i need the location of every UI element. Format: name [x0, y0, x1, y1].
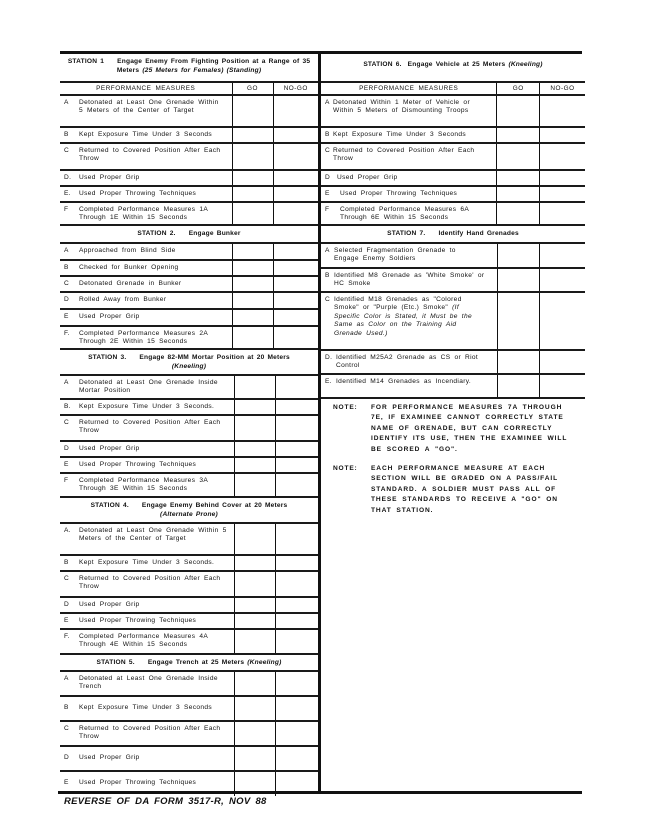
no-go-mark-cell[interactable] [275, 399, 318, 415]
go-header: GO [497, 82, 539, 95]
no-go-mark-cell[interactable] [273, 95, 318, 127]
measure-row [60, 309, 318, 326]
measure-letter: E [64, 617, 69, 624]
measure-text: Used Proper Throwing Techniques [79, 779, 197, 786]
measure-letter: D [64, 601, 70, 608]
measure-cell [321, 143, 497, 170]
go-mark-cell[interactable] [232, 202, 273, 225]
go-mark-cell[interactable] [497, 95, 539, 127]
no-go-mark-cell[interactable] [275, 415, 318, 441]
measure-row [60, 95, 318, 127]
measure-text: Used Proper Throwing Techniques [79, 617, 197, 624]
measure-letter: F [64, 206, 69, 213]
no-go-mark-cell[interactable] [275, 457, 318, 473]
station-header-cell [60, 54, 318, 82]
measure-letter: B [64, 559, 69, 566]
measure-text: Kept Exposure Time Under 3 Seconds [79, 704, 213, 711]
no-go-mark-cell[interactable] [275, 597, 318, 613]
measure-text: Completed Performance Measures 3A Through 3E Within 15 Seconds [79, 477, 208, 493]
go-mark-cell[interactable] [232, 127, 273, 143]
measure-cell [321, 243, 497, 268]
go-mark-cell[interactable] [232, 309, 273, 326]
measure-cell [321, 268, 497, 292]
no-go-mark-cell[interactable] [275, 746, 318, 771]
measure-row [60, 276, 318, 292]
note-1 [333, 403, 573, 455]
no-go-mark-cell[interactable] [273, 326, 318, 349]
go-mark-cell[interactable] [497, 243, 539, 268]
measure-row [60, 555, 318, 571]
station-title: Engage Vehicle at 25 Meters [407, 61, 506, 68]
station-qualifier: (Alternate Prone) [160, 511, 218, 518]
measure-text: Completed Performance Measures 2A Through 2E Within 15 Seconds [79, 330, 208, 346]
measure-text: Kept Exposure Time Under 3 Seconds [79, 131, 213, 138]
measure-letter: D [64, 754, 70, 761]
no-go-mark-cell[interactable] [275, 671, 318, 696]
measure-letter: D. [64, 174, 72, 181]
station-header-cell [60, 350, 318, 375]
measure-letter: B [325, 131, 330, 138]
measure-row [321, 143, 585, 170]
no-go-mark-cell[interactable] [273, 127, 318, 143]
measure-row [321, 186, 585, 202]
go-mark-cell[interactable] [234, 375, 275, 399]
station-label: STATION 3. [88, 354, 127, 361]
measure-text: Kept Exposure Time Under 3 Seconds. [79, 559, 215, 566]
station-2-table [60, 226, 318, 350]
performance-measures-header: PERFORMANCE MEASURES [60, 82, 232, 95]
note-text: EACH PERFORMANCE MEASURE AT EACH SECTION WILL BE GRADED ON A PASS/FAIL STANDARD. A SOLDIER MUST PASS ALL OF THESE STANDARDS TO RECEIVE A "GO" ON THAT STATION. [371, 465, 558, 514]
measure-letter: E [64, 461, 69, 468]
no-go-mark-cell[interactable] [539, 143, 585, 170]
measure-cell [321, 186, 497, 202]
no-go-mark-cell[interactable] [539, 292, 585, 350]
right-column [318, 54, 585, 791]
go-mark-cell[interactable] [234, 746, 275, 771]
measure-text: Used Proper Throwing Techniques [340, 190, 458, 197]
measure-cell [60, 746, 234, 771]
station-3-header [60, 350, 318, 375]
measure-row [60, 143, 318, 170]
measure-text: Returned to Covered Position After Each Throw [79, 147, 221, 163]
go-mark-cell[interactable] [234, 523, 275, 555]
notes-section [333, 403, 573, 525]
go-mark-cell[interactable] [232, 143, 273, 170]
measure-text: Used Proper Grip [337, 174, 398, 181]
measure-text: Completed Performance Measures 4A Through 4E Within 15 Seconds [79, 633, 208, 649]
measure-letter: A [64, 675, 69, 682]
no-go-mark-cell[interactable] [275, 441, 318, 457]
measure-row [321, 268, 585, 292]
station-label: STATION 5. [96, 659, 135, 666]
measure-cell [321, 202, 497, 225]
no-go-mark-cell[interactable] [275, 571, 318, 597]
measure-text: Used Proper Grip [79, 601, 140, 608]
measure-cell [60, 555, 234, 571]
measure-row [60, 457, 318, 473]
measure-letter: A [325, 247, 330, 254]
station-5-header [60, 655, 318, 671]
measure-cell [60, 441, 234, 457]
go-mark-cell[interactable] [232, 276, 273, 292]
measure-row [60, 629, 318, 654]
measure-text: Identified M8 Grenade as 'White Smoke' or HC Smoke [334, 272, 485, 288]
station-6-table [321, 54, 585, 226]
measure-row [60, 127, 318, 143]
measure-row [60, 375, 318, 399]
go-mark-cell[interactable] [234, 571, 275, 597]
measure-text: Identified M25A2 Grenade as CS or Riot Control [336, 354, 479, 370]
measure-row [321, 292, 585, 350]
station-title: Engage Bunker [188, 230, 241, 237]
measure-row [60, 597, 318, 613]
measure-text: Selected Fragmentation Grenade to Engage Enemy Soldiers [334, 247, 456, 263]
measure-cell [60, 260, 232, 276]
go-mark-cell[interactable] [232, 326, 273, 349]
measure-letter: E [325, 190, 330, 197]
measure-row [321, 95, 585, 127]
form-footer: REVERSE OF DA FORM 3517-R, NOV 88 [64, 796, 267, 807]
measure-row [60, 613, 318, 629]
no-go-header: NO-GO [539, 82, 585, 95]
measure-row [60, 721, 318, 746]
measure-letter: F [64, 477, 69, 484]
measure-text: Used Proper Grip [79, 174, 140, 181]
station-4-header [60, 498, 318, 523]
go-mark-cell[interactable] [234, 441, 275, 457]
measure-letter: E [64, 779, 69, 786]
measure-row [60, 746, 318, 771]
station-header-cell [60, 498, 318, 523]
measure-row [60, 671, 318, 696]
measure-cell [60, 186, 232, 202]
measure-cell [60, 629, 234, 654]
no-go-header: NO-GO [273, 82, 318, 95]
measure-text: Used Proper Grip [79, 313, 140, 320]
station-header-cell [60, 655, 318, 671]
no-go-mark-cell[interactable] [275, 696, 318, 721]
station-4-table [60, 498, 318, 655]
go-mark-cell[interactable] [234, 555, 275, 571]
station-qualifier: (Kneeling) [171, 363, 207, 370]
measure-letter: B. [64, 403, 71, 410]
measure-letter: C [64, 280, 70, 287]
measure-cell [60, 202, 232, 225]
measure-row [60, 399, 318, 415]
measure-letter: D. [325, 354, 333, 361]
measure-letter: F [325, 206, 330, 213]
measure-text: Used Proper Throwing Techniques [79, 190, 197, 197]
measure-row [60, 696, 318, 721]
measure-row [60, 260, 318, 276]
measure-letter: B [325, 272, 330, 279]
measure-text: Returned to Covered Position After Each Throw [79, 575, 221, 591]
measure-letter: A [64, 379, 69, 386]
measure-letter: D [325, 174, 331, 181]
no-go-mark-cell[interactable] [273, 170, 318, 186]
measure-row [60, 523, 318, 555]
measure-letter: B [64, 704, 69, 711]
go-mark-cell[interactable] [497, 170, 539, 186]
no-go-mark-cell[interactable] [275, 473, 318, 497]
no-go-mark-cell[interactable] [275, 613, 318, 629]
measure-cell [60, 671, 234, 696]
go-mark-cell[interactable] [497, 292, 539, 350]
measure-row [60, 243, 318, 260]
measure-text: Detonated at Least One Grenade Inside Trench [79, 675, 218, 691]
measure-cell [60, 143, 232, 170]
measure-row [60, 473, 318, 497]
station-2-header [60, 226, 318, 243]
station-title: Engage Enemy Behind Cover at 20 Meters [141, 502, 288, 509]
station-3-table [60, 350, 318, 498]
go-mark-cell[interactable] [234, 399, 275, 415]
measure-text: Rolled Away from Bunker [79, 296, 167, 303]
measure-text: Detonated at Least One Grenade Within 5 Meters of the Center of Target [79, 527, 227, 543]
measure-row [60, 441, 318, 457]
performance-measures-header: PERFORMANCE MEASURES [321, 82, 497, 95]
measure-letter: D [64, 445, 70, 452]
measure-cell [321, 350, 497, 374]
measure-text: Checked for Bunker Opening [79, 264, 179, 271]
measure-cell [60, 597, 234, 613]
no-go-mark-cell[interactable] [275, 629, 318, 654]
no-go-mark-cell[interactable] [275, 555, 318, 571]
note-2 [333, 464, 573, 516]
measure-row [60, 202, 318, 225]
measure-row [321, 374, 585, 398]
measure-letter: A. [64, 527, 71, 534]
measure-letter: A [64, 99, 69, 106]
measure-letter: B [64, 264, 69, 271]
measure-cell [60, 292, 232, 309]
go-mark-cell[interactable] [497, 202, 539, 225]
station-title: Engage Trench at 25 Meters [147, 659, 245, 666]
no-go-mark-cell[interactable] [273, 243, 318, 260]
measure-row [321, 243, 585, 268]
station-1-header [60, 54, 318, 82]
measure-cell [60, 375, 234, 399]
measure-text [334, 296, 485, 338]
measure-text: Detonated Grenade in Bunker [79, 280, 182, 287]
measure-text: Completed Performance Measures 1A Through 1E Within 15 Seconds [79, 206, 208, 222]
no-go-mark-cell[interactable] [275, 523, 318, 555]
measure-cell [60, 523, 234, 555]
go-mark-cell[interactable] [234, 473, 275, 497]
measure-text-italic-note: (If Specific Color is Stated, it Must be the Same as Color on the Training Aid Grenade Used.) [334, 304, 473, 337]
measure-cell [60, 170, 232, 186]
measure-text: Detonated at Least One Grenade Inside Mortar Position [79, 379, 218, 395]
station-5-table [60, 655, 318, 796]
no-go-mark-cell[interactable] [539, 95, 585, 127]
measure-letter: F. [64, 330, 70, 337]
measure-cell [60, 571, 234, 597]
go-mark-cell[interactable] [234, 671, 275, 696]
measure-cell [321, 292, 497, 350]
station-title: Identify Hand Grenades [438, 230, 519, 237]
station-qualifier: (Kneeling) [247, 659, 282, 666]
go-mark-cell[interactable] [497, 268, 539, 292]
measure-cell [60, 95, 232, 127]
measure-row [60, 186, 318, 202]
go-mark-cell[interactable] [232, 243, 273, 260]
measure-letter: D [64, 296, 70, 303]
measure-letter: C [325, 296, 331, 303]
measure-letter: E [64, 313, 69, 320]
station-label: STATION 2. [137, 230, 176, 237]
measure-text: Identified M14 Grenades as Incendiary. [336, 378, 472, 385]
station-header-cell [321, 226, 585, 243]
note-label: NOTE: [333, 465, 358, 473]
measure-letter: A [64, 247, 69, 254]
no-go-mark-cell[interactable] [539, 243, 585, 268]
measure-cell [321, 127, 497, 143]
no-go-mark-cell[interactable] [539, 127, 585, 143]
no-go-mark-cell[interactable] [539, 374, 585, 398]
station-qualifier: (Kneeling) [508, 61, 543, 68]
measure-row [60, 170, 318, 186]
measure-letter: C [64, 419, 70, 426]
go-mark-cell[interactable] [497, 350, 539, 374]
measure-letter: B [64, 131, 69, 138]
measure-row [321, 202, 585, 225]
no-go-mark-cell[interactable] [273, 292, 318, 309]
no-go-mark-cell[interactable] [275, 721, 318, 746]
measure-letter: A [325, 99, 330, 106]
go-mark-cell[interactable] [234, 629, 275, 654]
station-label: STATION 6. [363, 61, 402, 68]
go-mark-cell[interactable] [234, 721, 275, 746]
column-header-row [60, 82, 318, 95]
note-text: FOR PERFORMANCE MEASURES 7A THROUGH 7E, IF EXAMINEE CANNOT CORRECTLY STATE NAME OF GRENADE, BUT CAN CORRECTLY IDENTIFY ITS USE, THEN THE EXAMINEE WILL BE SCORED A "GO". [371, 404, 568, 453]
measure-letter: F. [64, 633, 70, 640]
measure-cell [321, 95, 497, 127]
no-go-mark-cell[interactable] [273, 309, 318, 326]
measure-letter: C [64, 725, 70, 732]
measure-text: Returned to Covered Position After Each Throw [79, 725, 221, 741]
measure-row [321, 350, 585, 374]
no-go-mark-cell[interactable] [273, 186, 318, 202]
note-label: NOTE: [333, 404, 358, 411]
go-mark-cell[interactable] [497, 186, 539, 202]
measure-letter: C [64, 575, 70, 582]
measure-cell [60, 276, 232, 292]
go-mark-cell[interactable] [234, 597, 275, 613]
measure-row [321, 127, 585, 143]
go-mark-cell[interactable] [232, 95, 273, 127]
go-mark-cell[interactable] [232, 170, 273, 186]
measure-cell [60, 721, 234, 746]
station-7-header [321, 226, 585, 243]
no-go-mark-cell[interactable] [273, 276, 318, 292]
go-mark-cell[interactable] [497, 127, 539, 143]
station-label: STATION 4. [90, 502, 129, 509]
measure-letter: E. [64, 190, 71, 197]
measure-text: Returned to Covered Position After Each Throw [79, 419, 221, 435]
go-mark-cell[interactable] [497, 374, 539, 398]
measure-letter: C [64, 147, 70, 154]
go-mark-cell[interactable] [234, 457, 275, 473]
go-mark-cell[interactable] [497, 143, 539, 170]
measure-cell [60, 415, 234, 441]
no-go-mark-cell[interactable] [273, 260, 318, 276]
go-mark-cell[interactable] [234, 415, 275, 441]
go-header: GO [232, 82, 273, 95]
no-go-mark-cell[interactable] [539, 202, 585, 225]
no-go-mark-cell[interactable] [539, 350, 585, 374]
measure-letter: E. [325, 378, 332, 385]
no-go-mark-cell[interactable] [539, 170, 585, 186]
measure-row [60, 571, 318, 597]
measure-text: Completed Performance Measures 6A Through 6E Within 15 Seconds [340, 206, 469, 222]
no-go-mark-cell[interactable] [539, 186, 585, 202]
no-go-mark-cell[interactable] [275, 375, 318, 399]
measure-text-main: Identified M18 Grenades as "Colored Smoke" or "Purple (Etc.) Smoke" [334, 296, 462, 312]
measure-cell [321, 374, 497, 398]
measure-cell [60, 127, 232, 143]
measure-cell [60, 696, 234, 721]
go-mark-cell[interactable] [234, 613, 275, 629]
go-mark-cell[interactable] [234, 696, 275, 721]
column-header-row [321, 82, 585, 95]
no-go-mark-cell[interactable] [273, 143, 318, 170]
no-go-mark-cell[interactable] [539, 268, 585, 292]
measure-text: Kept Exposure Time Under 3 Seconds. [79, 403, 215, 410]
measure-cell [60, 326, 232, 349]
measure-text: Approached from Blind Side [79, 247, 176, 254]
measure-cell [60, 613, 234, 629]
measure-cell [60, 243, 232, 260]
measure-cell [321, 170, 497, 186]
left-column [60, 54, 318, 796]
measure-cell [60, 473, 234, 497]
station-header-cell [60, 226, 318, 243]
station-header-cell [321, 54, 585, 82]
measure-text: Used Proper Grip [79, 445, 140, 452]
measure-text: Used Proper Grip [79, 754, 140, 761]
measure-cell [60, 399, 234, 415]
go-mark-cell[interactable] [232, 292, 273, 309]
measure-row [60, 326, 318, 349]
station-label: STATION 1 [67, 58, 105, 65]
measure-cell [60, 309, 232, 326]
measure-text: Used Proper Throwing Techniques [79, 461, 197, 468]
station-qualifier: (25 Meters for Females) (Standing) [142, 67, 262, 74]
measure-row [321, 170, 585, 186]
measure-row [60, 415, 318, 441]
measure-row [60, 292, 318, 309]
go-mark-cell[interactable] [232, 260, 273, 276]
station-title: Engage 82-MM Mortar Position at 20 Meters [139, 354, 290, 361]
station-1-table [60, 54, 318, 226]
bottom-rule [58, 791, 582, 794]
go-mark-cell[interactable] [232, 186, 273, 202]
measure-text: Detonated at Least One Grenade Within 5 Meters of the Center of Target [79, 99, 219, 115]
station-label: STATION 7. [387, 230, 426, 237]
measure-text: Kept Exposure Time Under 3 Seconds [333, 131, 467, 138]
station-6-header [321, 54, 585, 82]
measure-letter: C [325, 147, 331, 154]
measure-text: Returned to Covered Position After Each Throw [333, 147, 475, 163]
station-title: Engage Enemy From Fighting Position at a Range of 35 Meters [116, 58, 311, 74]
measure-text: Detonated Within 1 Meter of Vehicle or Within 5 Meters of Dismounting Troops [333, 99, 470, 115]
no-go-mark-cell[interactable] [273, 202, 318, 225]
station-7-table [321, 226, 585, 399]
measure-cell [60, 457, 234, 473]
